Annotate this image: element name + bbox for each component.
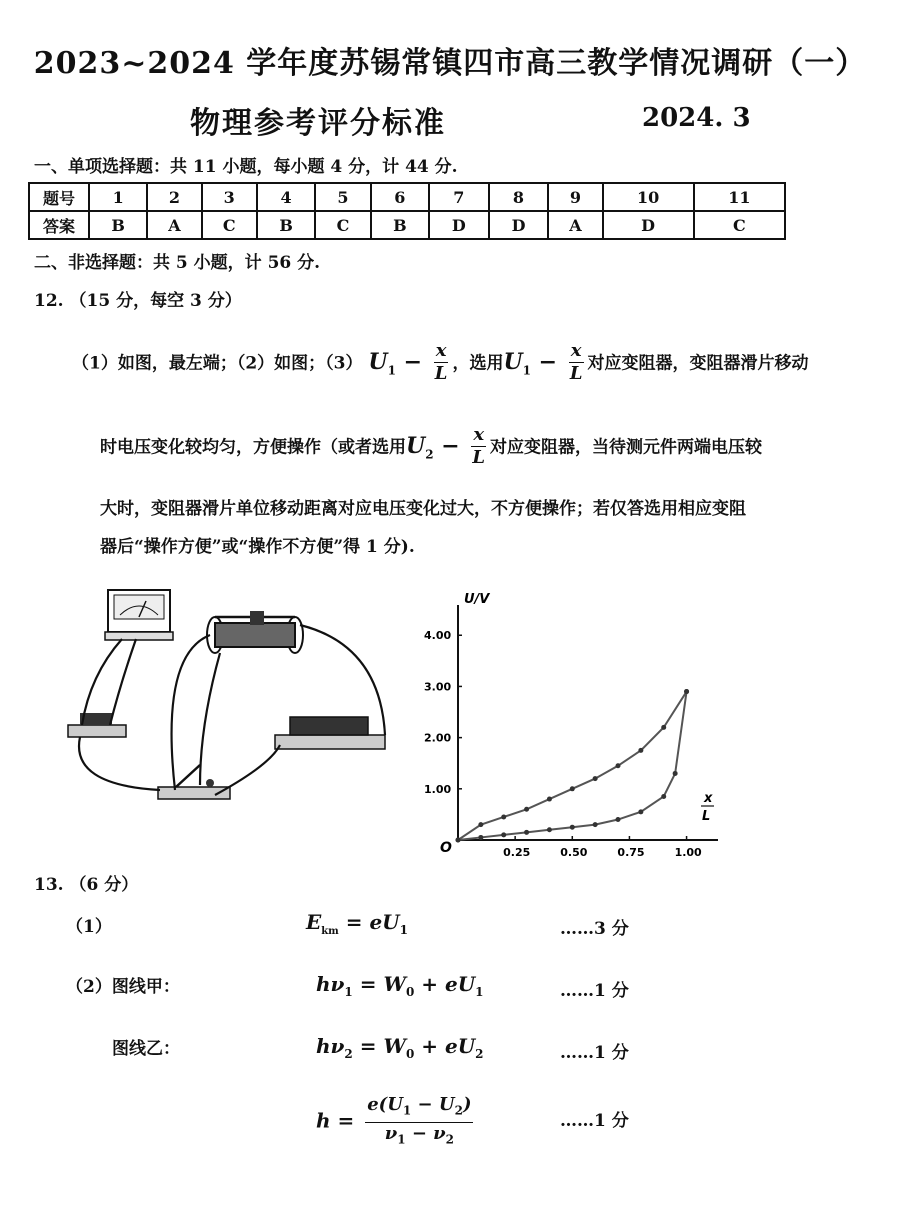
data-point [593, 776, 598, 781]
question-number-cell: 11 [694, 183, 785, 211]
question-number-cell: 4 [257, 183, 315, 211]
equation-ekm: $E_{km} = eU_1$ [306, 910, 408, 937]
row-label-q: 题号 [29, 183, 89, 211]
date: 2024. 3 [642, 103, 751, 133]
x-tick-label: 0.50 [560, 846, 588, 859]
question-number-cell: 8 [489, 183, 549, 211]
question-number-cell: 2 [147, 183, 201, 211]
q13-part1-label: （1） [66, 917, 112, 937]
data-point [547, 797, 552, 802]
answer-cell: A [147, 211, 201, 239]
data-point [661, 794, 666, 799]
equation-h: h = $\frac{e(U_1 - U_2)}{\nu_1 - \nu_2}$ [316, 1094, 472, 1147]
x-axis-label-den: L [702, 809, 711, 824]
answer-table [28, 182, 786, 240]
series-line-0 [458, 692, 687, 840]
q13-part3-label: 图线乙： [112, 1039, 180, 1059]
page-subtitle: 物理参考评分标准 [190, 106, 446, 141]
data-point [593, 822, 598, 827]
data-point [638, 748, 643, 753]
rheostat-icon [207, 611, 303, 653]
origin-label: O [440, 840, 452, 856]
data-point [478, 835, 483, 840]
equation-hv1: $h\nu_1 = W_0 + eU_1$ [316, 972, 484, 999]
data-point [570, 825, 575, 830]
x-tick-label: 1.00 [674, 846, 702, 859]
formula-u1-x-over-l: $U_1$ − $\frac{x}{L}$ [368, 340, 448, 384]
data-point [547, 827, 552, 832]
y-tick-label: 2.00 [424, 731, 452, 745]
score-q13-1: ……3 分 [560, 919, 629, 939]
y-tick-label: 4.00 [424, 629, 452, 643]
q13-part2-label: （2）图线甲： [66, 977, 180, 997]
q12-line1-c: 对应变阻器，变阻器滑片移动 [587, 353, 809, 374]
q12-line2-b: 对应变阻器，当待测元件两端电压较 [490, 437, 763, 458]
formula-u2-x-over-l: $U_2$ − $\frac{x}{L}$ [406, 424, 485, 468]
q12-line2-a: 时电压变化较均匀，方便操作（或者选用 [100, 437, 406, 458]
answer-cell: B [371, 211, 429, 239]
q12-title: 12. （15 分，每空 3 分） [34, 291, 242, 311]
answer-cell: A [548, 211, 602, 239]
score-q13-2c: ……1 分 [560, 1111, 629, 1131]
x-tick-label: 0.75 [617, 846, 645, 859]
q12-line4: 器后“操作方便”或“操作不方便”得 1 分). [100, 537, 415, 557]
question-number-cell: 1 [89, 183, 147, 211]
data-point [524, 807, 529, 812]
formula-u1-x-over-l-2: $U_1$ − $\frac{x}{L}$ [503, 340, 583, 384]
question-number-cell: 7 [429, 183, 489, 211]
data-point [616, 763, 621, 768]
data-point [616, 817, 621, 822]
u-vs-x-over-l-chart [420, 585, 750, 865]
data-point [684, 689, 689, 694]
data-point [478, 822, 483, 827]
q12-line1 [72, 340, 809, 385]
score-q13-2b: ……1 分 [560, 1043, 629, 1063]
y-tick-label: 1.00 [424, 782, 452, 796]
page-title: 2023~2024 学年度苏锡常镇四市高三教学情况调研（一） [33, 46, 867, 81]
data-point [501, 832, 506, 837]
equation-hv2: $h\nu_2 = W_0 + eU_2$ [316, 1034, 484, 1061]
test-component-icon [68, 713, 126, 737]
section1-heading: 一、单项选择题：共 11 小题，每小题 4 分，计 44 分. [34, 157, 458, 177]
section2-heading: 二、非选择题：共 5 小题，计 56 分. [34, 253, 321, 273]
answer-cell: D [603, 211, 694, 239]
data-point [524, 830, 529, 835]
score-q13-2a: ……1 分 [560, 981, 629, 1001]
data-point [673, 771, 678, 776]
data-point [638, 809, 643, 814]
y-tick-label: 3.00 [424, 680, 452, 694]
data-point [501, 814, 506, 819]
battery-icon [275, 717, 385, 749]
data-point [456, 838, 461, 843]
answer-cell: B [257, 211, 315, 239]
data-point [570, 786, 575, 791]
series-line-1 [458, 692, 687, 840]
table-row-answers [29, 211, 785, 239]
answer-cell: B [89, 211, 147, 239]
question-number-cell: 3 [202, 183, 257, 211]
wires [79, 625, 385, 795]
answer-cell: D [489, 211, 549, 239]
data-point [661, 725, 666, 730]
x-axis-label-num: x [704, 791, 713, 806]
question-number-cell: 9 [548, 183, 602, 211]
voltmeter-icon [105, 590, 173, 640]
question-number-cell: 5 [315, 183, 370, 211]
x-tick-label: 0.25 [503, 846, 531, 859]
answer-cell: C [694, 211, 785, 239]
q12-line2 [100, 424, 762, 469]
answer-cell: C [202, 211, 257, 239]
circuit-diagram [50, 585, 395, 865]
q12-line3: 大时，变阻器滑片单位移动距离对应电压变化过大，不方便操作；若仅答选用相应变阻 [100, 499, 746, 519]
y-axis-label: U/V [464, 592, 490, 607]
q13-title: 13. （6 分） [34, 875, 139, 895]
question-number-cell: 6 [371, 183, 429, 211]
row-label-a: 答案 [29, 211, 89, 239]
table-row-numbers [29, 183, 785, 211]
q12-line1-a: （1）如图，最左端；（2）如图；（3） [72, 353, 363, 374]
answer-cell: D [429, 211, 489, 239]
question-number-cell: 10 [603, 183, 694, 211]
q12-line1-b: ，选用 [452, 353, 504, 374]
answer-cell: C [315, 211, 370, 239]
